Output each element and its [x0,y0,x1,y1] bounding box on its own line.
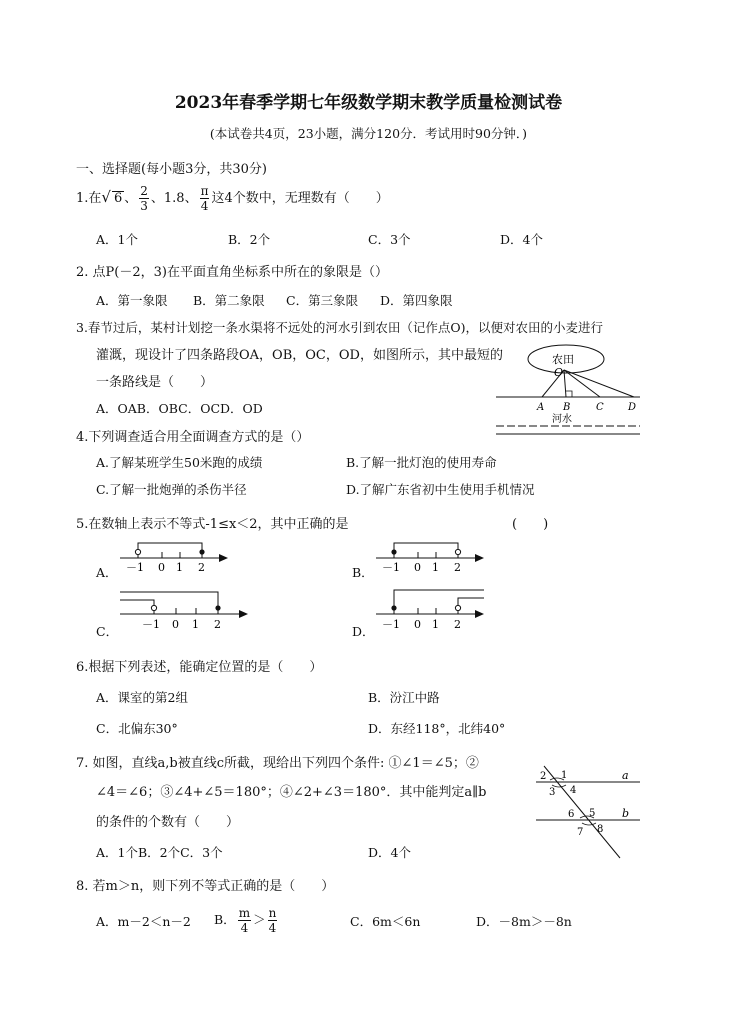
point-a-label: A [537,402,545,413]
q1-prefix: 1.在 [76,191,102,206]
q4-option-d: D.了解广东省初中生使用手机情况 [346,482,535,497]
svg-text:0: 0 [414,618,421,631]
exam-note: (本试卷共4页，23小题，满分120分．考试用时90分钟．) [209,126,528,141]
q8-option-b: B． $\frac{m}{4}$ ＞ $\frac{n}{4}$ [214,906,277,935]
q5-label-c: C． [96,624,119,639]
q1-sqrt-value: 6 [113,191,123,206]
question-8: 8. 若m＞n，则下列不等式正确的是（ ） [76,879,335,894]
question-2: 2. 点P(－2，3)在平面直角坐标系中所在的象限是（） [76,265,388,280]
q6-option-b: B．汾江中路 [368,690,440,705]
number-line-b [374,538,486,578]
field-label: 农田 [552,353,574,366]
point-d-label: D [628,402,637,413]
q1-sep: 、 [124,191,138,206]
svg-text:0: 0 [414,561,421,574]
segment-ob [564,370,566,397]
label-b: b [622,807,630,820]
q1-fraction-1: $\frac{2}{3}$ [140,184,148,213]
q8-fraction-n: $\frac{n}{4}$ [268,906,277,935]
sqrt-symbol: √ [101,188,111,206]
svg-text:8: 8 [597,824,604,835]
svg-text:－1: －1 [382,561,400,574]
right-angle-mark [566,391,572,397]
svg-text:－1: －1 [382,618,400,631]
number-line-a [118,538,230,578]
section-heading: 一、选择题(每小题3分，共30分) [76,162,267,177]
label-a: a [622,769,629,782]
q1-fraction-2: $\frac{\pi}{4}$ [200,184,209,213]
river-label: 河水 [552,414,572,425]
q5-label-a: A． [96,565,118,580]
q3-options: A．OAB．OBC．OCD．OD [96,401,263,416]
point-b-label: B [563,402,571,413]
q2-option-a: A．第一象限 [96,293,168,308]
question-5: 5.在数轴上表示不等式-1≤x＜2，其中正确的是 [76,517,349,532]
q2-option-d: D．第四象限 [380,293,453,308]
q8-fraction-m: $\frac{m}{4}$ [238,906,251,935]
svg-text:2: 2 [198,561,205,574]
number-line-c [118,588,250,636]
q3-field-river-figure [494,340,644,440]
number-line-d [374,586,486,636]
svg-text:1: 1 [432,561,439,574]
question-7-line-1: 7. 如图，直线a,b被直线c所截，现给出下列四个条件: ①∠1＝∠5；② [76,756,479,771]
svg-text:2: 2 [454,618,461,631]
svg-text:5: 5 [589,808,596,819]
question-3-line-1: 3.春节过后，某村计划挖一条水渠将不远处的河水引到农田（记作点O)，以便对农田的小麦进行 [76,320,604,335]
q5-answer-paren: ( ) [512,517,549,532]
question-7-line-2: ∠4＝∠6；③∠4+∠5＝180°；④∠2+∠3＝180°．其中能判定a∥b [96,785,487,800]
question-3-line-2: 灌溉，现设计了四条路段OA，OB，OC，OD，如图所示，其中最短的 [96,348,503,363]
svg-text:2: 2 [214,618,221,631]
segment-od [564,370,634,397]
question-1 [76,180,389,216]
q7-options-abc: A．1个B．2个C．3个 [96,845,223,860]
q2-option-c: C．第三象限 [286,293,359,308]
q1-option-d: D．4个 [500,232,543,247]
svg-text:6: 6 [568,809,575,820]
exam-title: 2023年春季学期七年级数学期末教学质量检测试卷 [174,93,563,113]
svg-text:0: 0 [172,618,179,631]
question-6: 6.根据下列表述，能确定位置的是（ ） [76,660,323,675]
svg-text:3: 3 [549,787,556,798]
svg-text:1: 1 [432,618,439,631]
q6-option-c: C．北偏东30° [96,721,178,736]
q8-option-d: D．－8m＞－8n [476,914,572,929]
svg-text:7: 7 [577,827,584,838]
q4-option-c: C.了解一批炮弹的杀伤半径 [96,482,247,497]
q5-label-d: D． [352,624,375,639]
line-c [544,766,620,858]
q7-option-d: D．4个 [368,845,411,860]
question-4: 4.下列调查适合用全面调查方式的是（） [76,430,310,445]
q1-option-b: B．2个 [228,232,271,247]
q8-option-c: C．6m＜6n [350,914,421,929]
q6-option-a: A．课室的第2组 [96,690,188,705]
q5-label-b: B． [352,565,374,580]
svg-text:2: 2 [454,561,461,574]
q4-option-a: A.了解某班学生50米跑的成绩 [96,455,263,470]
question-3-line-3: 一条路线是（ ） [96,375,214,390]
question-7-line-3: 的条件的个数有（ ） [96,815,240,830]
q1-option-c: C．3个 [368,232,411,247]
svg-text:－1: －1 [142,618,160,631]
q2-option-b: B．第二象限 [193,293,265,308]
svg-text:4: 4 [570,785,577,796]
point-o-label: O [554,366,564,379]
point-c-label: C [596,402,604,413]
q1-mid: 、1.8、 [150,191,198,206]
svg-text:2: 2 [540,771,547,782]
segment-oc [564,370,600,397]
svg-text:1: 1 [561,770,568,781]
q1-option-a: A．1个 [96,232,138,247]
q8-option-a: A．m－2＜n－2 [96,914,191,929]
q1-suffix: 这4个数中，无理数有（ ） [211,191,389,206]
q4-option-b: B.了解一批灯泡的使用寿命 [346,455,497,470]
q6-option-d: D．东经118°，北纬40° [368,721,506,736]
svg-text:1: 1 [176,561,183,574]
svg-text:0: 0 [158,561,165,574]
svg-text:－1: －1 [126,561,144,574]
svg-text:1: 1 [192,618,199,631]
q7-parallel-lines-figure [530,762,642,862]
